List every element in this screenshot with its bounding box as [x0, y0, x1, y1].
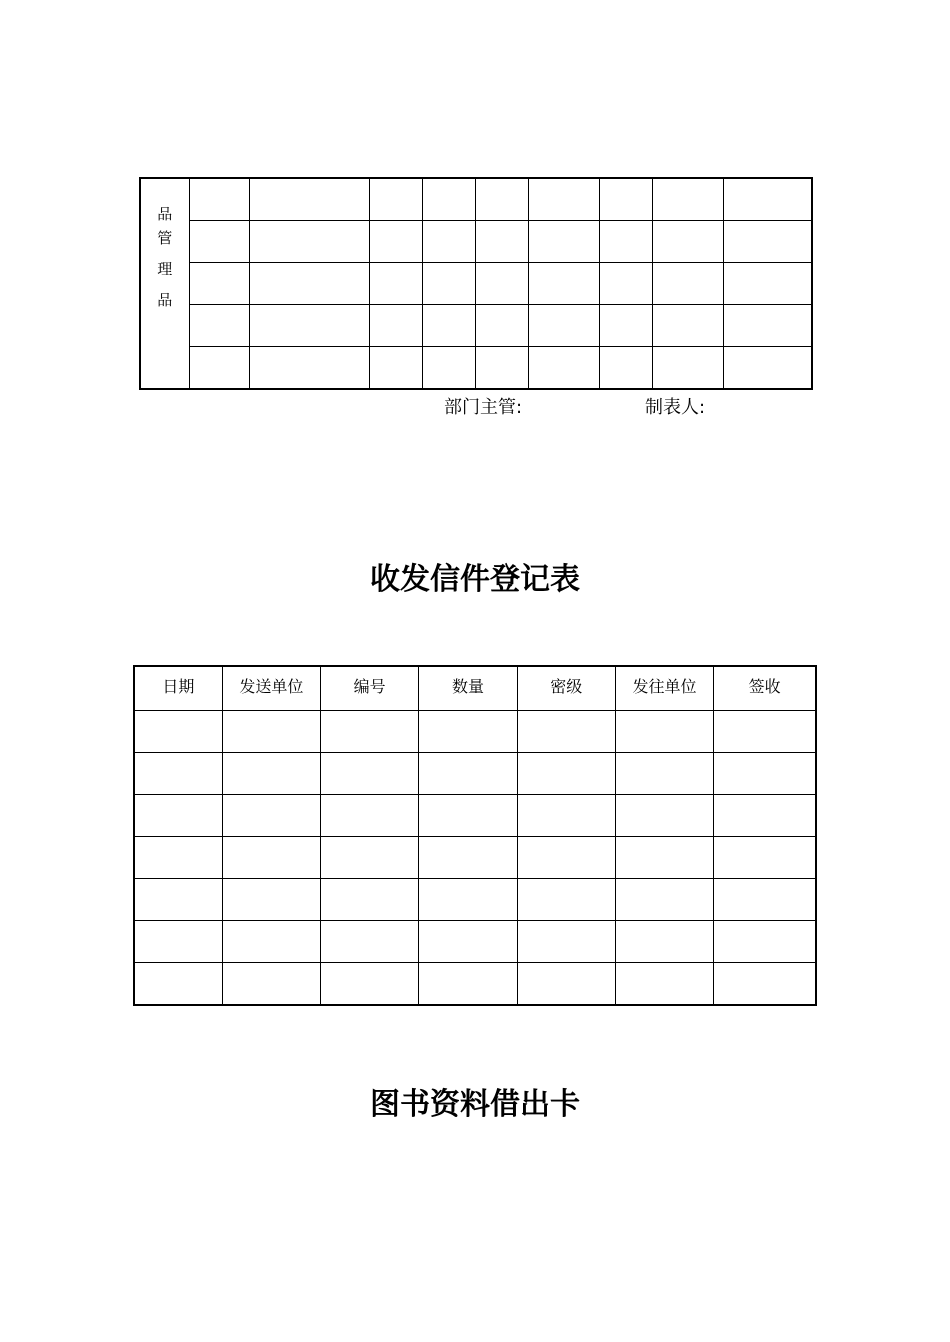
- inventory-cell[interactable]: [249, 305, 369, 347]
- inventory-cell[interactable]: [369, 305, 422, 347]
- inventory-cell[interactable]: [528, 305, 599, 347]
- mail-register-cell[interactable]: [714, 962, 816, 1005]
- inventory-row: [140, 263, 812, 305]
- inventory-cell[interactable]: [528, 221, 599, 263]
- mail-register-cell[interactable]: [134, 794, 222, 836]
- inventory-cell[interactable]: [475, 178, 528, 221]
- inventory-cell[interactable]: [369, 263, 422, 305]
- inventory-cell[interactable]: [528, 178, 599, 221]
- inventory-cell[interactable]: [422, 347, 475, 390]
- mail-register-cell[interactable]: [714, 710, 816, 752]
- mail-register-cell[interactable]: [321, 962, 419, 1005]
- mail-register-row: [134, 920, 816, 962]
- inventory-row: [140, 347, 812, 390]
- inventory-cell[interactable]: [189, 263, 249, 305]
- inventory-cell[interactable]: [599, 178, 652, 221]
- mail-register-cell[interactable]: [222, 920, 320, 962]
- inventory-cell[interactable]: [422, 305, 475, 347]
- mail-register-cell[interactable]: [419, 878, 517, 920]
- mail-register-header-row: [134, 666, 816, 710]
- side-label-char: 理: [157, 260, 173, 278]
- mail-register-table: [133, 665, 817, 1006]
- mail-register-row: [134, 878, 816, 920]
- side-label-cell: [140, 178, 189, 389]
- mail-register-row: [134, 794, 816, 836]
- inventory-row: [140, 305, 812, 347]
- inventory-cell[interactable]: [422, 178, 475, 221]
- mail-register-cell[interactable]: [134, 752, 222, 794]
- inventory-cell[interactable]: [189, 178, 249, 221]
- inventory-cell[interactable]: [723, 305, 812, 347]
- mail-register-cell[interactable]: [714, 794, 816, 836]
- mail-register-cell[interactable]: [615, 962, 713, 1005]
- column-header: 发送单位: [222, 666, 320, 710]
- mail-register-cell[interactable]: [222, 962, 320, 1005]
- inventory-cell[interactable]: [249, 347, 369, 390]
- column-header: 发往单位: [615, 666, 713, 710]
- mail-register-cell[interactable]: [134, 878, 222, 920]
- mail-register-cell[interactable]: [517, 878, 615, 920]
- inventory-cell[interactable]: [652, 305, 723, 347]
- mail-register-cell[interactable]: [321, 710, 419, 752]
- book-loan-title: 图书资料借出卡: [370, 1087, 580, 1122]
- mail-register-cell[interactable]: [714, 836, 816, 878]
- inventory-cell[interactable]: [422, 221, 475, 263]
- column-header: 密级: [517, 666, 615, 710]
- mail-register-cell[interactable]: [222, 878, 320, 920]
- mail-register-cell[interactable]: [419, 794, 517, 836]
- inventory-cell[interactable]: [652, 221, 723, 263]
- inventory-cell[interactable]: [528, 347, 599, 390]
- mail-register-cell[interactable]: [615, 710, 713, 752]
- inventory-cell[interactable]: [599, 347, 652, 390]
- column-header: 编号: [321, 666, 419, 710]
- mail-register-cell[interactable]: [714, 920, 816, 962]
- inventory-cell[interactable]: [189, 347, 249, 390]
- inventory-row: [140, 221, 812, 263]
- mail-register-row: [134, 752, 816, 794]
- inventory-cell[interactable]: [369, 347, 422, 390]
- mail-register-cell[interactable]: [419, 710, 517, 752]
- mail-register-cell[interactable]: [615, 752, 713, 794]
- inventory-cell[interactable]: [652, 263, 723, 305]
- mail-register-cell[interactable]: [517, 710, 615, 752]
- mail-register-cell[interactable]: [419, 836, 517, 878]
- mail-register-cell[interactable]: [517, 752, 615, 794]
- mail-register-cell[interactable]: [517, 920, 615, 962]
- inventory-cell[interactable]: [475, 263, 528, 305]
- inventory-cell[interactable]: [189, 305, 249, 347]
- inventory-row: [140, 178, 812, 221]
- mail-register-cell[interactable]: [321, 878, 419, 920]
- mail-register-cell[interactable]: [419, 920, 517, 962]
- mail-register-cell[interactable]: [222, 710, 320, 752]
- mail-register-cell[interactable]: [517, 836, 615, 878]
- mail-register-title: 收发信件登记表: [370, 562, 580, 597]
- mail-register-cell[interactable]: [321, 836, 419, 878]
- mail-register-cell[interactable]: [321, 920, 419, 962]
- column-header: 日期: [134, 666, 222, 710]
- inventory-cell[interactable]: [475, 221, 528, 263]
- mail-register-cell[interactable]: [419, 752, 517, 794]
- mail-register-cell[interactable]: [134, 962, 222, 1005]
- inventory-cell[interactable]: [249, 178, 369, 221]
- inventory-cell[interactable]: [723, 347, 812, 390]
- inventory-cell[interactable]: [189, 221, 249, 263]
- inventory-cell[interactable]: [599, 305, 652, 347]
- mail-register-cell[interactable]: [222, 794, 320, 836]
- side-label-char: 品: [157, 291, 173, 309]
- inventory-cell[interactable]: [528, 263, 599, 305]
- mail-register-cell[interactable]: [321, 794, 419, 836]
- dept-head-label: 部门主管:: [444, 397, 523, 418]
- inventory-cell[interactable]: [249, 221, 369, 263]
- mail-register-cell[interactable]: [714, 878, 816, 920]
- mail-register-cell[interactable]: [222, 836, 320, 878]
- inventory-cell[interactable]: [599, 221, 652, 263]
- column-header: 数量: [419, 666, 517, 710]
- mail-register-cell[interactable]: [134, 920, 222, 962]
- inventory-table: [139, 177, 813, 390]
- inventory-cell[interactable]: [723, 178, 812, 221]
- mail-register-row: [134, 962, 816, 1005]
- mail-register-cell[interactable]: [134, 710, 222, 752]
- mail-register-cell[interactable]: [615, 920, 713, 962]
- inventory-cell[interactable]: [249, 263, 369, 305]
- mail-register-cell[interactable]: [134, 836, 222, 878]
- side-label-chars: [141, 223, 189, 316]
- mail-register-cell[interactable]: [615, 836, 713, 878]
- inventory-cell[interactable]: [652, 347, 723, 390]
- column-header: 签收: [714, 666, 816, 710]
- mail-register-cell[interactable]: [615, 794, 713, 836]
- mail-register-cell[interactable]: [222, 752, 320, 794]
- inventory-cell[interactable]: [475, 347, 528, 390]
- inventory-cell[interactable]: [723, 263, 812, 305]
- preparer-label: 制表人:: [645, 397, 706, 418]
- side-label-char: 管: [157, 229, 173, 247]
- mail-register-cell[interactable]: [419, 962, 517, 1005]
- mail-register-cell[interactable]: [321, 752, 419, 794]
- inventory-cell[interactable]: [723, 221, 812, 263]
- inventory-cell[interactable]: [599, 263, 652, 305]
- inventory-cell[interactable]: [422, 263, 475, 305]
- mail-register-cell[interactable]: [517, 962, 615, 1005]
- mail-register-row: [134, 836, 816, 878]
- mail-register-row: [134, 710, 816, 752]
- side-label-top: 品: [157, 205, 173, 223]
- inventory-cell[interactable]: [475, 305, 528, 347]
- inventory-cell[interactable]: [369, 178, 422, 221]
- mail-register-cell[interactable]: [517, 794, 615, 836]
- inventory-cell[interactable]: [369, 221, 422, 263]
- mail-register-cell[interactable]: [615, 878, 713, 920]
- inventory-cell[interactable]: [652, 178, 723, 221]
- mail-register-cell[interactable]: [714, 752, 816, 794]
